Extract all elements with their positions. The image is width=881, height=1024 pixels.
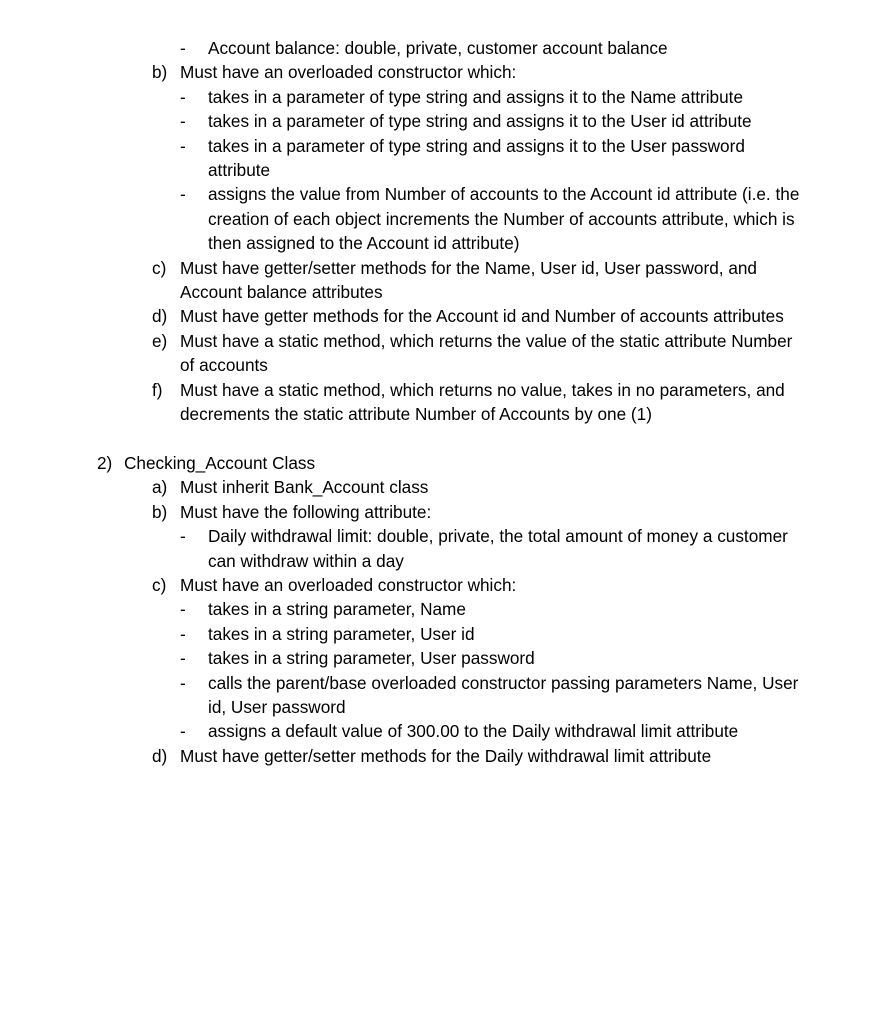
dash-marker: - xyxy=(180,111,186,132)
letter-marker: d) xyxy=(152,306,168,327)
item-1d xyxy=(0,304,881,328)
letter-marker: a) xyxy=(152,477,168,498)
item-2d xyxy=(0,744,881,768)
item-text: Must have the following attribute: xyxy=(180,501,432,522)
dash-marker: - xyxy=(180,38,186,58)
bullet-1b-4 xyxy=(0,182,881,255)
blank-line xyxy=(0,427,881,451)
bullet-text: Account balance: double, private, customer account balance xyxy=(208,38,668,58)
dash-marker: - xyxy=(180,672,186,693)
bullet-text: Daily withdrawal limit: double, private, the total amount of money a customer can withdraw within a day xyxy=(208,526,788,571)
dash-marker: - xyxy=(180,526,186,547)
item-text: Must have an overloaded constructor which: xyxy=(180,574,517,595)
bullet-text: calls the parent/base overloaded constructor passing parameters Name, User id, User password xyxy=(208,672,799,717)
dash-marker: - xyxy=(180,623,186,644)
item-text: Must have getter/setter methods for the Daily withdrawal limit attribute xyxy=(180,745,712,766)
bullet-account-balance xyxy=(0,36,881,60)
dash-marker: - xyxy=(180,135,186,156)
item-text: Must inherit Bank_Account class xyxy=(180,477,429,498)
bullet-text: takes in a parameter of type string and assigns it to the User id attribute xyxy=(208,111,752,132)
letter-marker: c) xyxy=(152,574,167,595)
dash-marker: - xyxy=(180,648,186,669)
bullet-1b-3 xyxy=(0,134,881,183)
bullet-text: takes in a string parameter, Name xyxy=(208,599,466,620)
item-text: Must have getter methods for the Account id and Number of accounts attributes xyxy=(180,306,784,327)
letter-marker: f) xyxy=(152,379,163,400)
dash-marker: - xyxy=(180,599,186,620)
bullet-text: takes in a parameter of type string and assigns it to the User password attribute xyxy=(208,135,745,181)
bullet-text: assigns the value from Number of accounts to the Account id attribute (i.e. the creation of each object increments the Number of accounts attribute, which is then assigned to the Account id attribute) xyxy=(208,184,800,254)
bullet-2c-5 xyxy=(0,719,881,743)
letter-marker: e) xyxy=(152,330,168,351)
bullet-1b-2 xyxy=(0,109,881,133)
bullet-2c-2 xyxy=(0,622,881,646)
item-2b xyxy=(0,500,881,524)
dash-marker: - xyxy=(180,721,186,742)
bullet-1b-1 xyxy=(0,85,881,109)
bullet-2c-3 xyxy=(0,646,881,670)
letter-marker: b) xyxy=(152,62,168,83)
item-1f xyxy=(0,378,881,427)
bullet-text: takes in a parameter of type string and assigns it to the Name attribute xyxy=(208,86,744,107)
bullet-2c-4 xyxy=(0,671,881,720)
bullet-2b-1 xyxy=(0,524,881,573)
section-title: Checking_Account Class xyxy=(124,452,316,473)
bullet-text: assigns a default value of 300.00 to the Daily withdrawal limit attribute xyxy=(208,721,739,742)
item-text: Must have an overloaded constructor which: xyxy=(180,62,517,83)
dash-marker: - xyxy=(180,86,186,107)
number-marker: 2) xyxy=(97,452,113,473)
item-1e xyxy=(0,329,881,378)
section-2-heading xyxy=(0,451,881,475)
item-text: Must have a static method, which returns the value of the static attribute Number of accounts xyxy=(180,330,793,376)
item-1c xyxy=(0,256,881,305)
item-2a xyxy=(0,475,881,499)
document-page xyxy=(0,36,881,768)
dash-marker: - xyxy=(180,184,186,205)
bullet-text: takes in a string parameter, User password xyxy=(208,648,535,669)
item-1b xyxy=(0,60,881,84)
letter-marker: d) xyxy=(152,745,168,766)
bullet-text: takes in a string parameter, User id xyxy=(208,623,475,644)
letter-marker: c) xyxy=(152,257,167,278)
letter-marker: b) xyxy=(152,501,168,522)
bullet-2c-1 xyxy=(0,597,881,621)
item-2c xyxy=(0,573,881,597)
item-text: Must have getter/setter methods for the Name, User id, User password, and Account balance attributes xyxy=(180,257,757,303)
item-text: Must have a static method, which returns no value, takes in no parameters, and decrements the static attribute Number of Accounts by one (1) xyxy=(180,379,785,425)
